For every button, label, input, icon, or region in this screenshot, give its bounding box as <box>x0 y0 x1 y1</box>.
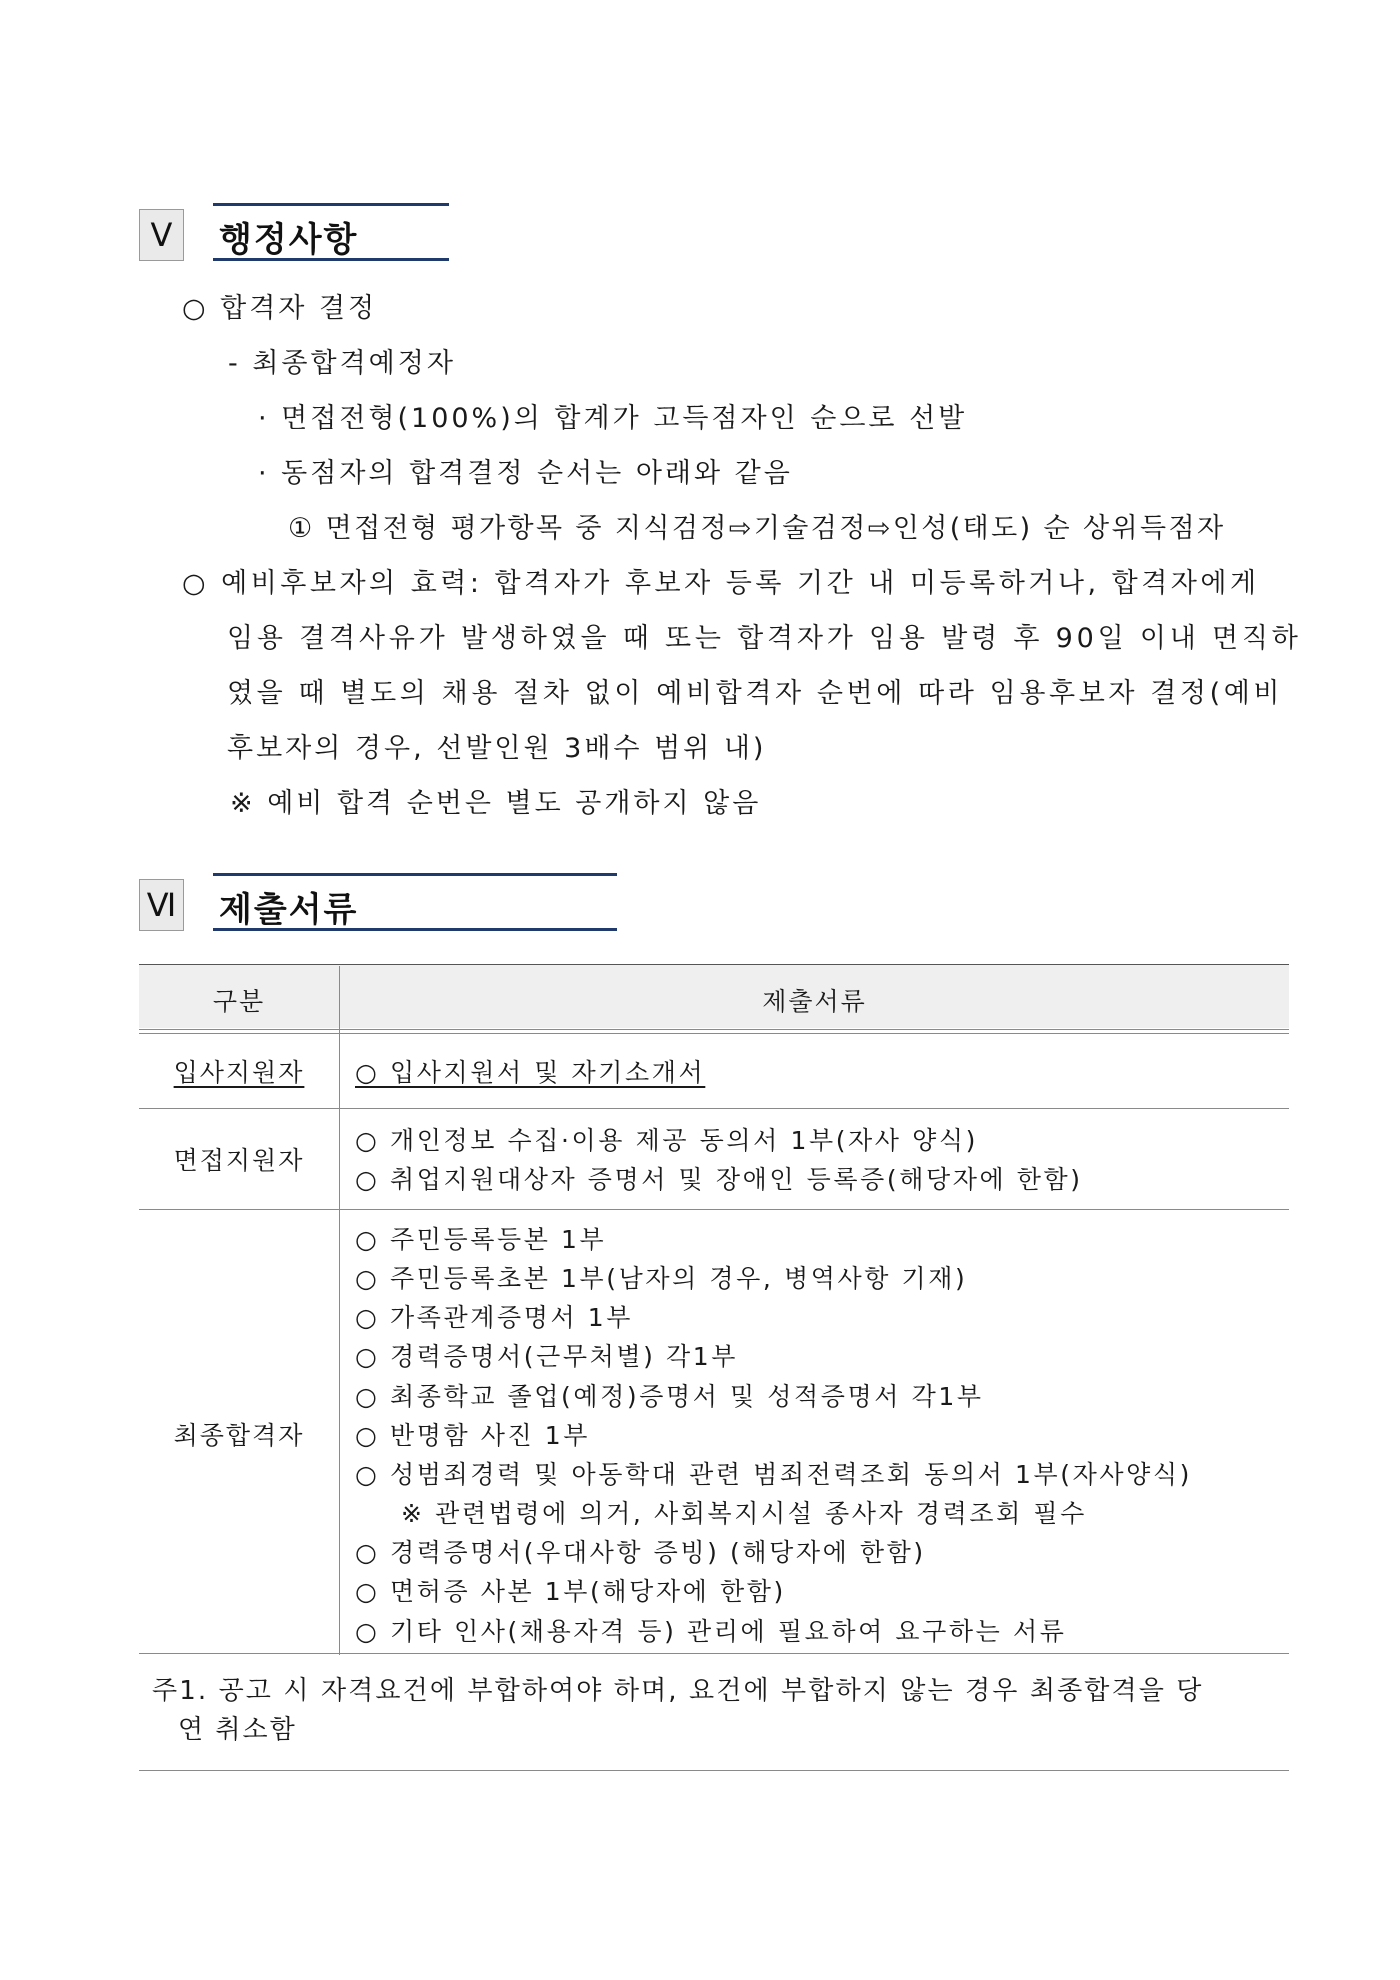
row-divider-1 <box>139 1108 1289 1109</box>
admin-line-10: ※ 예비 합격 순번은 별도 공개하지 않음 <box>230 788 762 819</box>
row-applicant-category <box>139 1053 339 1089</box>
section-vi-title: 제출서류 <box>219 890 359 930</box>
row-applicant-category-text: 입사지원자 <box>173 1058 305 1087</box>
admin-line-6: ○ 예비후보자의 효력: 합격자가 후보자 등록 기간 내 미등록하거나, 합격자에게 <box>182 568 1260 599</box>
row-interview-item-2: ○ 취업지원대상자 증명서 및 장애인 등록증(해당자에 한함) <box>355 1165 1083 1194</box>
footnote-line-1: 주1. 공고 시 자격요건에 부합하여야 하며, 요건에 부합하지 않는 경우 최종합격을 당 <box>152 1676 1204 1706</box>
row-divider-2 <box>139 1209 1289 1210</box>
admin-line-4: · 동점자의 합격결정 순서는 아래와 같음 <box>258 458 793 489</box>
admin-line-3: · 면접전형(100%)의 합계가 고득점자인 순으로 선발 <box>258 403 968 434</box>
row-final-item-5: ○ 최종학교 졸업(예정)증명서 및 성적증명서 각1부 <box>355 1382 984 1411</box>
row-final-item-3: ○ 가족관계증명서 1부 <box>355 1303 634 1332</box>
row-final-item-10: ○ 면허증 사본 1부(해당자에 한함) <box>355 1577 786 1606</box>
admin-line-2: - 최종합격예정자 <box>228 348 456 379</box>
row-final-item-7: ○ 성범죄경력 및 아동학대 관련 범죄전력조회 동의서 1부(자사양식) <box>355 1460 1192 1489</box>
documents-table <box>139 964 1289 1664</box>
row-applicant-item-1-text: ○ 입사지원서 및 자기소개서 <box>355 1058 706 1087</box>
admin-line-8: 였을 때 별도의 채용 절차 없이 예비합격자 순번에 따라 임용후보자 결정(예비 <box>227 678 1284 709</box>
row-final-category: 최종합격자 <box>173 1421 305 1450</box>
row-interview-item-1: ○ 개인정보 수집·이용 제공 동의서 1부(자사 양식) <box>355 1126 978 1155</box>
section-v-numeral: Ⅴ <box>139 209 184 261</box>
section-vi-title-frame <box>213 873 617 931</box>
table-column-divider <box>339 966 340 1655</box>
table-bottom-border <box>139 1653 1289 1654</box>
header-category: 구분 <box>212 987 266 1016</box>
header-documents: 제출서류 <box>762 987 867 1016</box>
header-double-line-1 <box>139 1029 1289 1030</box>
admin-line-1: ○ 합격자 결정 <box>182 293 378 324</box>
row-final-item-4: ○ 경력증명서(근무처별) 각1부 <box>355 1342 738 1371</box>
footnote-line-2: 연 취소함 <box>178 1715 297 1745</box>
row-final-item-8-note: ※ 관련법령에 의거, 사회복지시설 종사자 경력조회 필수 <box>401 1499 1087 1528</box>
row-final-item-2: ○ 주민등록초본 1부(남자의 경우, 병역사항 기재) <box>355 1264 968 1293</box>
row-final-item-6: ○ 반명함 사진 1부 <box>355 1421 591 1450</box>
row-final-item-1: ○ 주민등록등본 1부 <box>355 1225 607 1254</box>
row-interview-category: 면접지원자 <box>173 1146 305 1175</box>
row-applicant-item-1 <box>355 1053 705 1089</box>
section-vi-numeral: Ⅵ <box>139 879 184 931</box>
admin-line-5: ① 면접전형 평가항목 중 지식검정⇨기술검정⇨인성(태도) 순 상위득점자 <box>288 513 1226 544</box>
admin-line-9: 후보자의 경우, 선발인원 3배수 범위 내) <box>227 733 767 764</box>
header-double-line-2 <box>139 1033 1289 1034</box>
footnote-bottom-rule <box>139 1770 1289 1771</box>
admin-line-7: 임용 결격사유가 발생하였을 때 또는 합격자가 임용 발령 후 90일 이내 면직하 <box>227 623 1302 654</box>
row-final-item-11: ○ 기타 인사(채용자격 등) 관리에 필요하여 요구하는 서류 <box>355 1617 1067 1646</box>
row-final-item-9: ○ 경력증명서(우대사항 증빙) (해당자에 한함) <box>355 1538 926 1567</box>
section-v-title-frame <box>213 203 449 261</box>
section-v-title: 행정사항 <box>219 220 359 260</box>
